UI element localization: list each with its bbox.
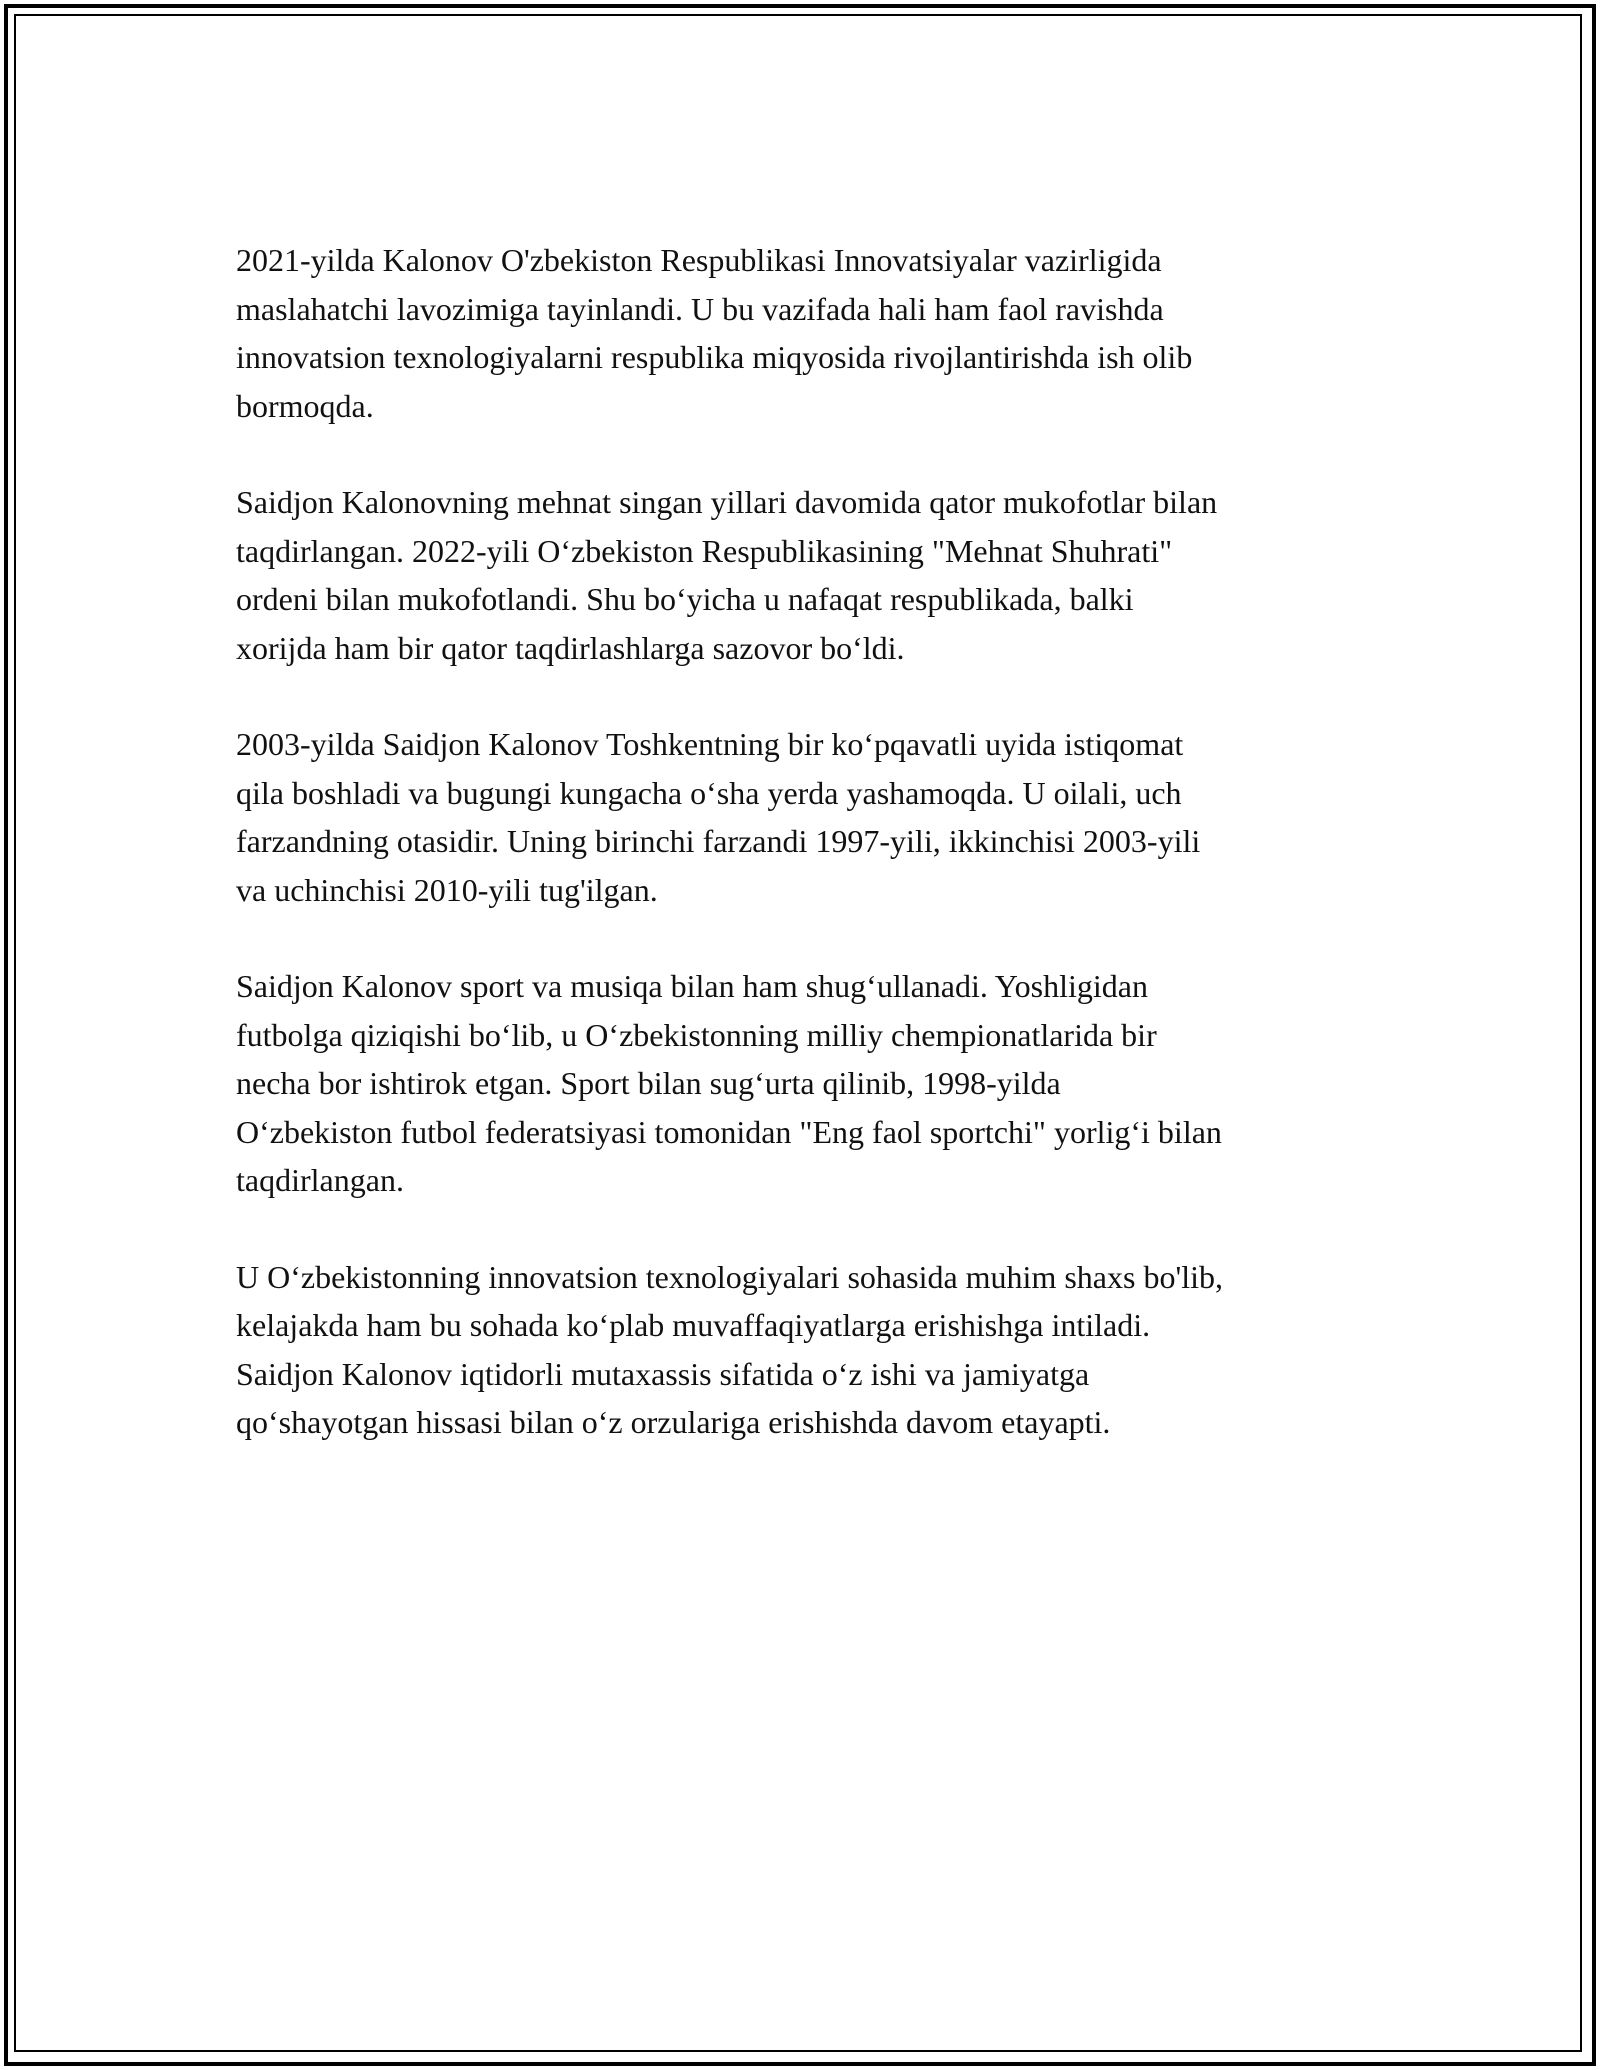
document-body: [236, 236, 1376, 1495]
text-line: maslahatchi lavozimiga tayinlandi. U bu vazifada hali ham faol ravishda: [236, 290, 1164, 327]
text-line: xorijda ham bir qator taqdirlashlarga sazovor bo‘ldi.: [236, 629, 905, 666]
paragraph-family: [236, 720, 1376, 914]
paragraph-future: [236, 1253, 1376, 1447]
text-line: ordeni bilan mukofotlandi. Shu bo‘yicha u nafaqat respublikada, balki: [236, 581, 1134, 617]
text-line: Saidjon Kalonov iqtidorli mutaxassis sifatida o‘z ishi va jamiyatga: [236, 1355, 1090, 1392]
text-line: O‘zbekiston futbol federatsiyasi tomonidan "Eng faol sportchi" yorlig‘i bilan: [236, 1113, 1222, 1150]
text-line: Saidjon Kalonovning mehnat singan yillari davomida qator mukofotlar bilan: [236, 484, 1218, 520]
paragraph-appointment: [236, 236, 1376, 430]
text-line: necha bor ishtirok etgan. Sport bilan sug‘urta qilinib, 1998-yilda: [236, 1065, 1061, 1101]
text-line: 2021-yilda Kalonov O'zbekiston Respublikasi Innovatsiyalar vazirligida: [236, 242, 1162, 278]
text-line: Saidjon Kalonov sport va musiqa bilan ham shug‘ullanadi. Yoshligidan: [236, 968, 1148, 1004]
text-line: U O‘zbekistonning innovatsion texnologiyalari sohasida muhim shaxs bo'lib,: [236, 1258, 1223, 1295]
text-line: va uchinchisi 2010-yili tug'ilgan.: [236, 871, 658, 908]
text-line: kelajakda ham bu sohada ko‘plab muvaffaqiyatlarga erishishga intiladi.: [236, 1307, 1151, 1343]
text-line: farzandning otasidir. Uning birinchi farzandi 1997-yili, ikkinchisi 2003-yili: [236, 823, 1201, 859]
text-line: qila boshladi va bugungi kungacha o‘sha yerda yashamoqda. U oilali, uch: [236, 774, 1182, 811]
text-line: bormoqda.: [236, 387, 374, 424]
text-line: qo‘shayotgan hissasi bilan o‘z orzulariga erishishda davom etayapti.: [236, 1404, 1111, 1440]
text-line: futbolga qiziqishi bo‘lib, u O‘zbekistonning milliy chempionatlarida bir: [236, 1016, 1157, 1053]
paragraph-awards: [236, 478, 1376, 672]
text-line: taqdirlangan.: [236, 1162, 404, 1198]
text-line: innovatsion texnologiyalarni respublika miqyosida rivojlantirishda ish olib: [236, 339, 1193, 375]
text-line: taqdirlangan. 2022-yili O‘zbekiston Respublikasining "Mehnat Shuhrati": [236, 532, 1173, 569]
text-line: 2003-yilda Saidjon Kalonov Toshkentning bir ko‘pqavatli uyida istiqomat: [236, 726, 1184, 762]
paragraph-sport: [236, 962, 1376, 1205]
